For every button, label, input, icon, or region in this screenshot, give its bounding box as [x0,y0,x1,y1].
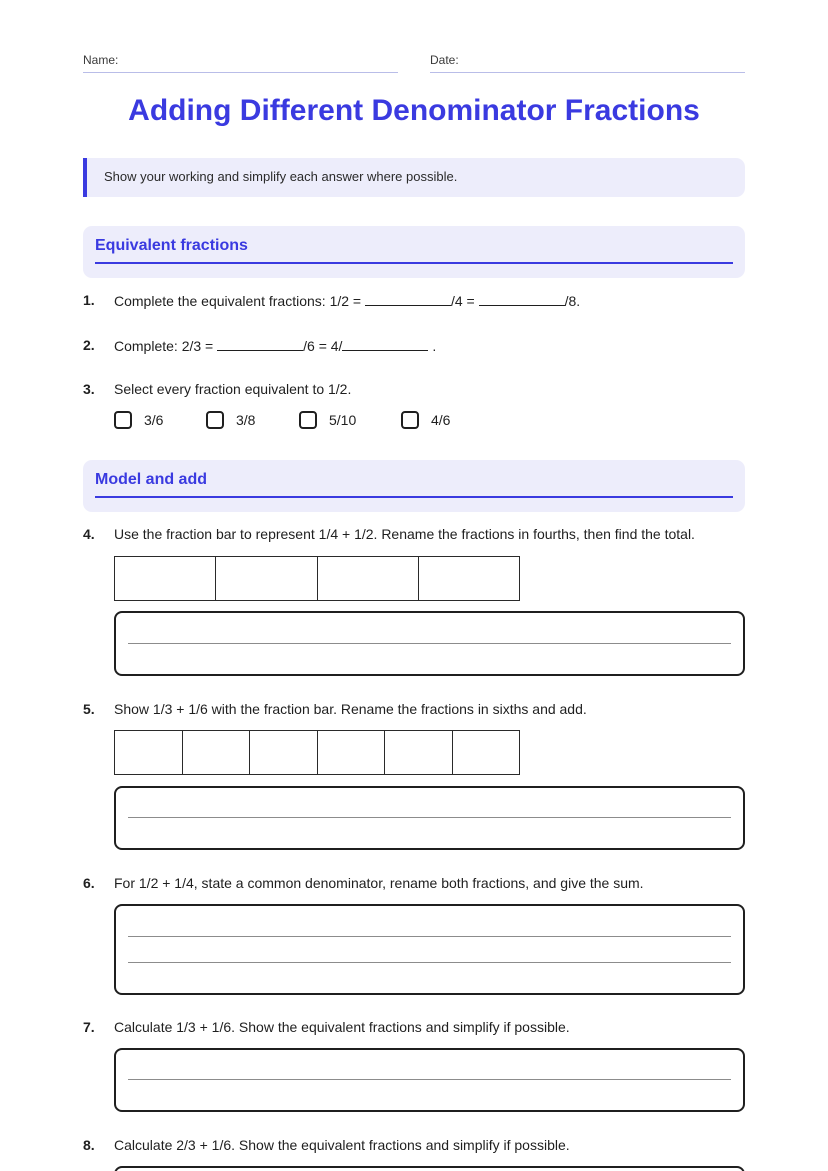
question-number: 7. [83,1019,95,1035]
fraction-bar-sixths [114,730,520,775]
question-number: 1. [83,292,95,308]
fraction-bar-cell[interactable] [115,731,183,774]
fraction-bar-cell[interactable] [250,731,318,774]
question-text: /4 = [450,293,479,309]
question-text: Complete: 2/3 = [114,338,218,354]
page-title: Adding Different Denominator Fractions [128,94,700,127]
answer-line [128,1079,731,1080]
question-text: . [428,338,437,354]
question-text: /6 = 4/ [303,338,343,354]
question-2 [114,337,436,354]
answer-blank[interactable] [342,337,428,351]
checkbox-icon[interactable] [401,411,419,429]
question-number: 4. [83,526,95,542]
question-text: Select every fraction equivalent to 1/2. [114,381,352,397]
question-text: For 1/2 + 1/4, state a common denominator, rename both fractions, and give the sum. [114,875,644,891]
answer-line [128,936,731,937]
fraction-bar-cell[interactable] [183,731,251,774]
question-text: /8. [564,293,581,309]
question-text: Complete the equivalent fractions: 1/2 = [114,293,365,309]
option-checkbox[interactable] [114,411,163,429]
checkbox-icon[interactable] [206,411,224,429]
answer-line [128,643,731,644]
instructions-banner [83,158,745,197]
answer-blank[interactable] [217,337,303,351]
fraction-bar-cell[interactable] [216,557,317,600]
question-text: Calculate 2/3 + 1/6. Show the equivalent fractions and simplify if possible. [114,1137,570,1153]
date-field[interactable] [430,72,745,73]
answer-box[interactable] [114,611,745,676]
question-text: Show 1/3 + 1/6 with the fraction bar. Rename the fractions in sixths and add. [114,701,587,717]
fraction-bar-cell[interactable] [419,557,519,600]
answer-box[interactable] [114,1048,745,1112]
section-model-and-add [83,460,745,512]
section-divider [95,496,733,498]
name-field[interactable] [83,72,398,73]
answer-line [128,962,731,963]
question-number: 2. [83,337,95,353]
option-checkbox[interactable] [299,411,356,429]
section-title: Equivalent fractions [95,237,248,254]
answer-box-clip [114,1166,745,1171]
section-title: Model and add [95,471,207,488]
fraction-bar-cell[interactable] [318,557,419,600]
name-label: Name: [83,53,119,67]
question-number: 5. [83,701,95,717]
option-label: 3/8 [236,412,256,428]
section-equivalent-fractions [83,226,745,278]
question-text: Use the fraction bar to represent 1/4 + 1/2. Rename the fractions in fourths, then find the total. [114,526,695,542]
answer-box[interactable] [114,904,745,995]
instructions-text: Show your working and simplify each answer where possible. [104,169,458,184]
answer-blank[interactable] [365,292,451,306]
question-1 [114,292,580,309]
fraction-bar-cell[interactable] [318,731,386,774]
answer-blank[interactable] [479,292,565,306]
checkbox-icon[interactable] [299,411,317,429]
question-number: 6. [83,875,95,891]
answer-box[interactable] [114,1166,745,1171]
fraction-bar-cell[interactable] [385,731,453,774]
question-text: Calculate 1/3 + 1/6. Show the equivalent fractions and simplify if possible. [114,1019,570,1035]
option-label: 4/6 [431,412,451,428]
option-checkbox[interactable] [401,411,450,429]
checkbox-icon[interactable] [114,411,132,429]
question-number: 8. [83,1137,95,1153]
option-label: 5/10 [329,412,357,428]
fraction-bar-cell[interactable] [453,731,520,774]
answer-box[interactable] [114,786,745,850]
section-divider [95,262,733,264]
option-label: 3/6 [144,412,164,428]
date-label: Date: [430,53,459,67]
option-checkbox[interactable] [206,411,255,429]
fraction-bar-fourths [114,556,520,601]
question-number: 3. [83,381,95,397]
fraction-bar-cell[interactable] [115,557,216,600]
answer-line [128,817,731,818]
